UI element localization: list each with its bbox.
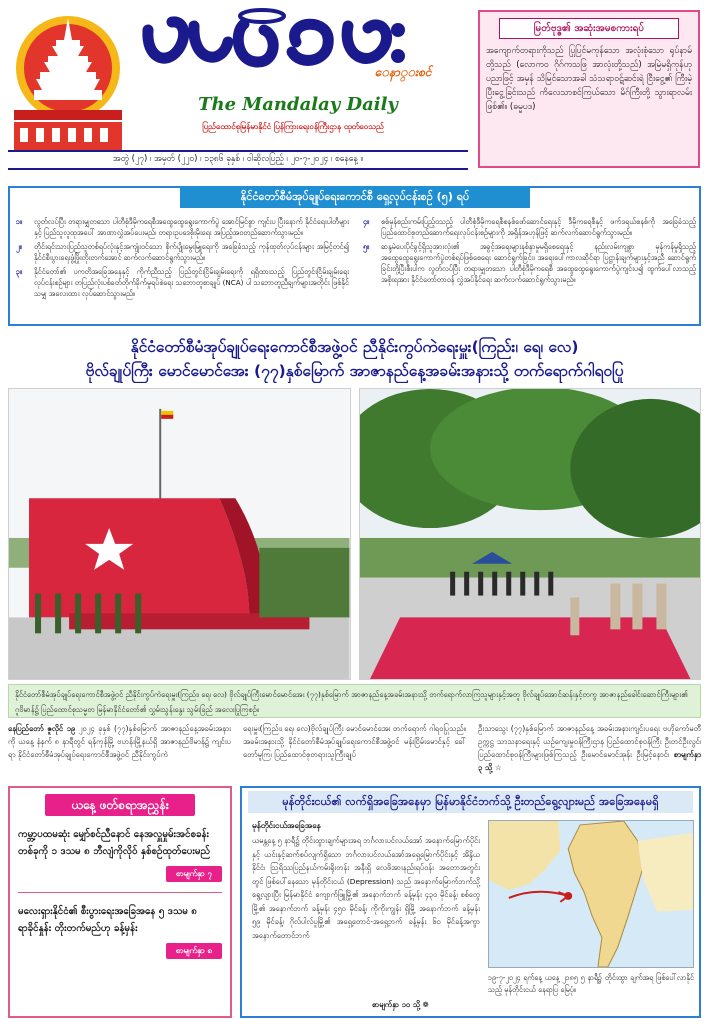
- masthead-tagline: ပြည်ထောင်စုမြန်မာနိုင်ငံ ပြန်ကြားရေးဝန်ကြီးဌာန ထုတ်ဝေသည်: [202, 122, 384, 131]
- objective-item: [16, 266, 349, 299]
- buddha-teaching-title: မြတ်ဗုဒ္ဓ၏ အဆုံးအမစကားရပ်: [499, 18, 679, 39]
- weather-text: ယမန္တနေ့ ၅ နာရီ၌ တိုင်းထွားချက်များအရ ဘင်္ဂလားပင်လယ်အော် အနောက်မြောက်ပိုင်းနှင့် ယင်းနှင့်ဆက်စပ်လျက်ရှိသော ဘင်္ဂလားပင်လယ်အော်အရှေ့မြောက်ပိုင်းနှင့် အိန္ဒိယနိုင်ငံ၊ ဩရိဿပြည်နယ်ကမ်းရိုးတန်း အနီးရှိ လေဖိအားနည်းရပ်ဝန်း အတောအတွင်းတွင် ဖြစ်ပေါ်နေသော မုန်တိုင်းငယ် (Depression) သည် အနောက်မြောက်ဘက်သို့ ရွေ့လျားပြီး မြန်မာနိုင်ငံ ကျောက်ဖြူမြို့၏ အနောက်ဘက် ခန့်မှန်း ၄၃၀ မိုင်ခန့်၊ စစ်တွေမြို့၏ အနောက်ဘက် ခန့်မှန်း ၄၅၀ မိုင်ခန့်၊ ကိုကိုးကျွန်း ရှိမြို့ အနောက်ဘက် ခန့်မှန်း ၅၉ မိုင်ခန့်၊ ဂိုလ်ပါလ်ပူမြို့၏ အရှေ့တောင်-အရှေ့ဘက် ခန့်မှန်း ၆၀ မိုင်ခန့်အကွာ အနောက်တောင်ဘက်: [252, 836, 480, 940]
- headline-line-1: နိုင်ငံတော်စီမံအုပ်ချုပ်ရေးကောင်စီအဖွဲ့ဝင် ညီနိုင်းကွပ်ကဲရေးမှူး(ကြည်း၊ ရေ၊ လေ): [130, 338, 579, 356]
- objective-text: တိုင်းရင်းသားပြည်သူတစ်ရပ်လုံးနှင့်အကျုံးဝင်သော စိုက်ပျိုးမွေးမြူရေးကို အခြေခံသည့် ကုန်ထုတ်လုပ်ငန်းများ အမြင့်တင်၍ နိုင်ငံစီးပွားရေးဖွံ့ဖြိုးတိုးတက်အောင် ဆက်လက်ဆောင်ရွက်သွားမည်။: [34, 242, 349, 262]
- buddha-teaching-box: [478, 10, 700, 168]
- council-objectives-box: [8, 186, 701, 326]
- masthead-subtitle-burmese: ေနာ္းစင်: [374, 65, 432, 79]
- weather-headline: မုန်တိုင်းငယ်၏ လက်ရှိအခြေအနေမှာ မြန်မာနိုင်ငံဘက်သို့ ဦးတည်ရွေ့လျားမည် အခြေအနေမရှိ: [248, 791, 693, 813]
- weather-box: [240, 786, 701, 1018]
- lead-article: [8, 722, 701, 782]
- objective-item: [16, 241, 349, 263]
- index-item-page-tag[interactable]: စာမျက်နှာ ၈: [166, 943, 222, 959]
- objective-number: ၂။: [16, 242, 22, 251]
- headline-line-2: ဗိုလ်ချုပ်ကြီး မောင်မောင်အေး (၇၇)နှစ်မြောက် အာဇာနည်နေ့အခမ်းအနားသို့ တက်ရောက်ဂါရဝပြု: [85, 362, 624, 380]
- ceremony-photo: [359, 388, 702, 680]
- objective-number: ၅။: [363, 242, 370, 251]
- objective-item: [363, 216, 696, 238]
- index-item[interactable]: [10, 822, 230, 886]
- index-item-headline: ကမ္ဘာ့ပထမဆုံး မျှော်စင်ညီနောင် နေအလှူမှုမ်းအင်စခန်း တစ်ခုကို ၁ ဒသမ ၈ ဘီလျံကိုလိုဝ် နှစ်စဉ်ထုတ်ပေးမည်: [18, 829, 210, 857]
- article-text-2: ရေးမှူး(ကြည်း၊ ရေ၊ လေ)ဗိုလ်ချုပ်ကြီး မောင်မောင်အေး တက်ရောက် ဂါရဝပြုသည်။ အခမ်းအနားသို့ နိုင်ငံတော်စီမံအုပ်ချုပ်ရေးကောင်စီအဖွဲ့ဝင် မန်းငြိမ်းမောင်နှင့် ခေါ်တော်မူကြ၊ ပြည်ထောင်စုတရားသူကြီးချုပ်: [243, 724, 466, 759]
- objective-text: နိုင်ငံတော်၏ ပကတိအခြေအနေနှင့် ကိုက်ညီသည့် ပြည်တွင်းငြိမ်းချမ်းရေးကို ရရှိထားသည့် ပြည်တွင်းငြိမ်းချမ်းရေးလုပ်ငန်းစဉ်များ တပြည်လုံးပစ်ခတ်တိုက်ခိုက်မှုရပ်စဲရေး သဘောတူစာချုပ် (NCA) ပါ သဘောတူညီချက်များအတိုင်း ဖြစ်နိုင်သမျှ အလေးထား လုပ်ဆောင်သွားမည်။: [34, 267, 349, 298]
- article-column-3: [478, 722, 701, 782]
- council-objectives-title: နိုင်ငံတော်စီမံအုပ်ချုပ်ရေးကောင်စီ ရှေ့လုပ်ငန်းစဉ် (၅) ရပ်: [180, 186, 530, 208]
- index-item[interactable]: [10, 899, 230, 963]
- weather-map-image: [488, 820, 694, 968]
- article-text-1: ၂၀၂၄ ခုနှစ် (၇၇)နှစ်မြောက် အာဇာနည်နေ့အခမ်းအနားကို ယနေ့ နံနက် ၈ နာရီတွင် ရန်ကုန်မြို့ ဗဟန်းမြို့နယ်ရှိ အာဇာနည်ဗိမာန်၌ ကျင်းပရာ နိုင်ငံတော်စီမံအုပ်ချုပ်ရေးကောင်စီအဖွဲ့ဝင် ညီနိုင်းကွပ်ကဲ: [8, 724, 231, 759]
- issue-info-bar: အတွဲ (၂၇) ၊ အမှတ် (၂၂၀) ၊ ၁၃၈၆ ခုနှစ် ၊ ဝါဆိုလပြည့် ၊ ၂၀-၇-၂၀၂၄ ၊ စနေနေ့ ။: [8, 150, 468, 170]
- weather-subhead: မုန်တိုင်းငယ်အခြေအနေ: [252, 821, 321, 830]
- objective-number: ၄။: [363, 217, 370, 226]
- photo-caption: နိုင်ငံတော်စီမံအုပ်ချုပ်ရေးကောင်စီအဖွဲ့ဝင် ညီနိုင်းကွပ်ကဲရေးမှူး(ကြည်း၊ ရေ၊ လေ) ဗိုလ်ချုပ်ကြီးမောင်မောင်အေး (၇၇)နှစ်မြောက် အာဇာနည်နေ့အခမ်းအနားသို့ တက်ရောက်လာကြသူများနှင့်အတူ ဗိုလ်ချုပ်အောင်ဆန်းနှင့်တကွ အာဇာနည်ခေါင်းဆောင်ကြီးများ၏ ဂူဗိမာန်၌ ပြည်ထောင်စုသမ္မတ မြန်မာနိုင်ငံတော်၏ လွှမ်းသွန်းနွေး သွမ်းခြည် အလေးပြုကြစဉ်။: [8, 684, 701, 718]
- objective-item: [363, 241, 696, 285]
- masthead-subtitle-english: The Mandalay Daily: [198, 94, 398, 115]
- article-column-2: [243, 722, 466, 782]
- weather-continued-link[interactable]: စာမျက်နှာ ၁၀ သို့ ❁: [372, 1000, 429, 1009]
- buddha-teaching-text: အကျောက်တရားကိုသည် ပြုပြင်မကုန်သော အလုံးစုံသော ရုပ်နာမ်တို့သည် (လောကဝ ဂိုဂ်ကသဖြ အာလုံးတို့သည်) အမြဲမရှိကုန်ဟု ပညာဖြင့် အမှန် သိမြင်သောအခါ သံသရာဝဋ်ဆင်းရဲ ငြီးငွေ့၏ ကြီးမဲ့ ပြီးငွေ့ခြင်းသည် ကိလေသာစင်ကြယ်သော မိဂ်ကြီးတို့ သွားရာလမ်းဖြစ်၏။: [486, 46, 692, 112]
- objective-text: ဆန္ဒမဲပေးပိုင်ခွင့်ရှိသူအားလုံး၏ အခွင့်အရေးများနစ်နာမှုမရှိစေရေးနှင့် နည်းလမ်းကျစွာ မှန်ကန်မှုရှိသည့် အထွေထွေရွေးကောက်ပွဲတစ်ရပ်ဖြစ်စေရေး ဆောင်ရွက်ခြင်း၊ အရေးပေါ်ကာလဆိုင်ရာ ပြဋ္ဌာန်းချက်များနှင့်အညီ ဆောင်ရွက်ခြင်းတို့ပြီးစီးပါက လွတ်လပ်ပြီး တရားမျှတသော ပါတီစုံဒီမိုကရေစီ အထွေထွေရွေးကောက်ပွဲကျင်းပ၍ ထွက်ပေါ်လာသည့်အစိုးရအား နိုင်ငံတော်တာဝန် လွှဲအပ်နိုင်ရေး ဆက်လက်ဆောင်ရွက်သွားမည်။: [381, 242, 696, 284]
- index-item-page-tag[interactable]: စာမျက်နှာ ၇: [166, 866, 222, 882]
- index-divider: [18, 892, 222, 893]
- objective-number: ၁။: [16, 217, 23, 226]
- objective-text: လွတ်လပ်ပြီး တရားမျှတသော ပါတီစုံဒီမိုကရေစီအထွေထွေရွေးကောက်ပွဲ အောင်မြင်စွာ ကျင်းပ ပြီးနောက် နိုင်ငံရေးပါတီများနှင့် ပြည်သူလူထုအပေါ် အာဏာလွှဲအပ်ပေးမည်၊ တရားဥပဒေစိုးမိုးရေး အပြည့်အဝတည်ဆောက်သွားမည်။: [34, 217, 349, 237]
- objective-text: စစ်မှန်စည်းကမ်းပြည့်ဝသည့် ပါတီစုံဒီမိုကရေစီစနစ်ဖော်ဆောင်ရေးနှင့် ဒီမိုကရေစီနှင့် ဖက်ဒရယ်စနစ်ကို အခြေခံသည့် ပြည်ထောင်စုတည်ဆောက်ရေးလုပ်ငန်းစဉ်များကို အရှိန်အဟုန်ဖြင့် ဆက်လက်ဆောင်ရွက်သွားမည်။: [381, 217, 696, 237]
- objective-item: [16, 216, 349, 238]
- masthead: [8, 6, 468, 166]
- article-continued-link[interactable]: စာမျက်နှာ ၃ သို့ ☆: [478, 750, 701, 772]
- lead-photos: [8, 388, 701, 680]
- article-dateline: နေပြည်တော် ဇူလိုင် ၁၉: [8, 724, 76, 733]
- reading-index-title: ယနေ့ ဖတ်စရာအညွှန်း: [45, 794, 195, 816]
- objectives-column-left: [16, 216, 349, 302]
- main-headline: [8, 335, 701, 383]
- mausoleum-photo: [8, 388, 351, 680]
- objectives-column-right: [363, 216, 696, 302]
- article-column-1: [8, 722, 231, 782]
- buddha-teaching-source: (ဓမ္မပဒ): [509, 102, 536, 112]
- weather-map-caption: ၁၉-၇-၂၀၂၄ ရက်နေ့ ယနေ့ ၂၁၈၅ ၅ နာရီ၌ တိုင်းထွာ ချက်အရ ဖြစ်ပေါ်လာနိုင်သည့် မုန်တိုင်းငယ် နေရာပြ မြေပုံ။: [488, 973, 694, 994]
- article-text-3: ဦးသာသွေး (၇၇)နှစ်မြောက် အာဇာနည်နေ့ အခမ်းအနားကျင်းပရေး ဗဟိုကော်မတီဥက္ကဋ္ဌ သာသနာရေးနှင့် ယဉ်ကျေးမှုဝန်ကြီးဌာန ပြည်ထောင်စုဝန်ကြီး ဦးတင်ဦးလွင်၊ ပြည်ထောင်စုဝန်ကြီးများဖြစ်ကြသည့် ဦးမောင်မောင်အုန်း ဦးမြင့်နောင်၊: [478, 724, 701, 759]
- index-item-headline: မလေးရှားနိုင်ငံ၏ စီးပွားရေးအခြေအနေ ၅ ဒသမ ၈ ရာခိုင်နှုန်း တိုးတက်မည်ဟု ခန့်မှန်း: [18, 906, 197, 934]
- objective-number: ၃။: [16, 267, 23, 276]
- buddha-teaching-body: [486, 44, 692, 114]
- palace-logo-icon: [8, 10, 128, 160]
- todays-reading-index: [8, 786, 232, 1018]
